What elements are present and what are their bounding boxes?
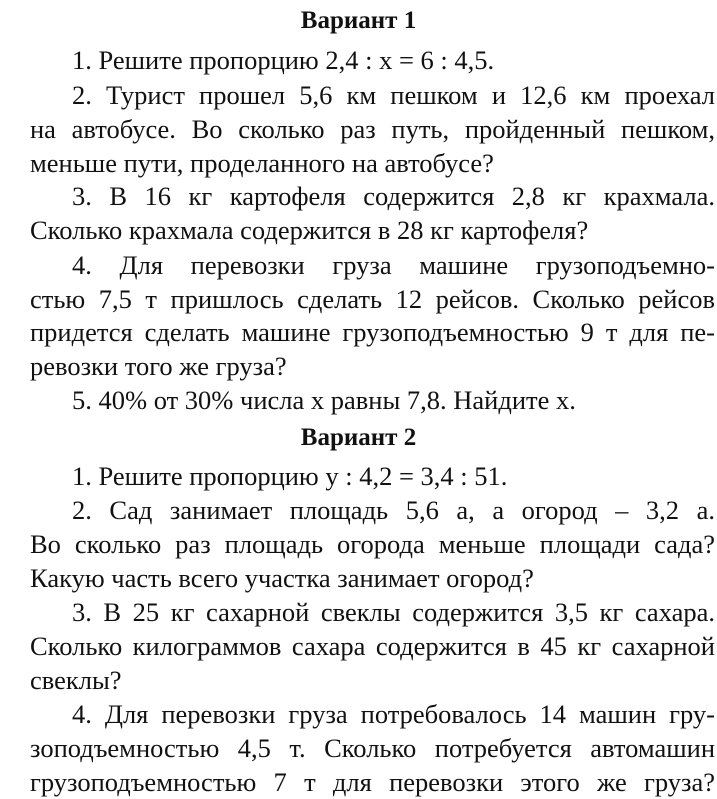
v1-task-4-line-4: ревозки того же груза? [30,351,287,381]
v1-task-2-line-2: на автобусе. Во сколько раз путь, пройденный пешком, [30,114,715,144]
variant-2-heading: Вариант 2 [300,424,417,451]
v1-task-3-line-1: 3. В 16 кг картофеля содержится 2,8 кг крахмала. [72,181,715,211]
v2-task-3-line-2: Сколько килограммов сахара содержится в 45 кг сахарной [30,631,715,661]
v1-task-4-line-1: 4. Для перевозки груза машине грузоподъемно- [72,250,715,280]
v1-task-2-line-3: меньше пути, проделанного на автобусе? [30,148,494,178]
v1-task-5: 5. 40% от 30% числа x равны 7,8. Найдите x. [72,385,576,415]
v2-task-3-line-1: 3. В 25 кг сахарной свеклы содержится 3,5 кг сахара. [72,597,715,627]
variant-1-heading: Вариант 1 [300,7,417,34]
v2-task-2-line-3: Какую часть всего участка занимает огород? [30,563,534,593]
v1-task-2-line-1: 2. Турист прошел 5,6 км пешком и 12,6 км проехал [72,80,715,110]
v2-task-4-line-1: 4. Для перевозки груза потребовалось 14 машин гру- [72,699,715,729]
v2-task-1: 1. Решите пропорцию y : 4,2 = 3,4 : 51. [72,461,508,491]
v2-task-4-line-3: грузоподъемностью 7 т для перевозки этого же груза? [30,767,715,797]
v1-task-3-line-2: Сколько крахмала содержится в 28 кг картофеля? [30,215,589,245]
v2-task-2-line-1: 2. Сад занимает площадь 5,6 а, а огород – 3,2 а. [72,495,715,525]
v1-task-4-line-2: стью 7,5 т пришлось сделать 12 рейсов. Сколько рейсов [30,284,715,314]
v1-task-4-line-3: придется сделать машине грузоподъемностью 9 т для пе- [30,317,715,347]
v1-task-1: 1. Решите пропорцию 2,4 : x = 6 : 4,5. [72,45,495,75]
v2-task-4-line-2: зоподъемностью 4,5 т. Сколько потребуется автомашин [30,733,715,763]
v2-task-2-line-2: Во сколько раз площадь огорода меньше площади сада? [30,529,715,559]
v2-task-3-line-3: свеклы? [30,665,122,695]
